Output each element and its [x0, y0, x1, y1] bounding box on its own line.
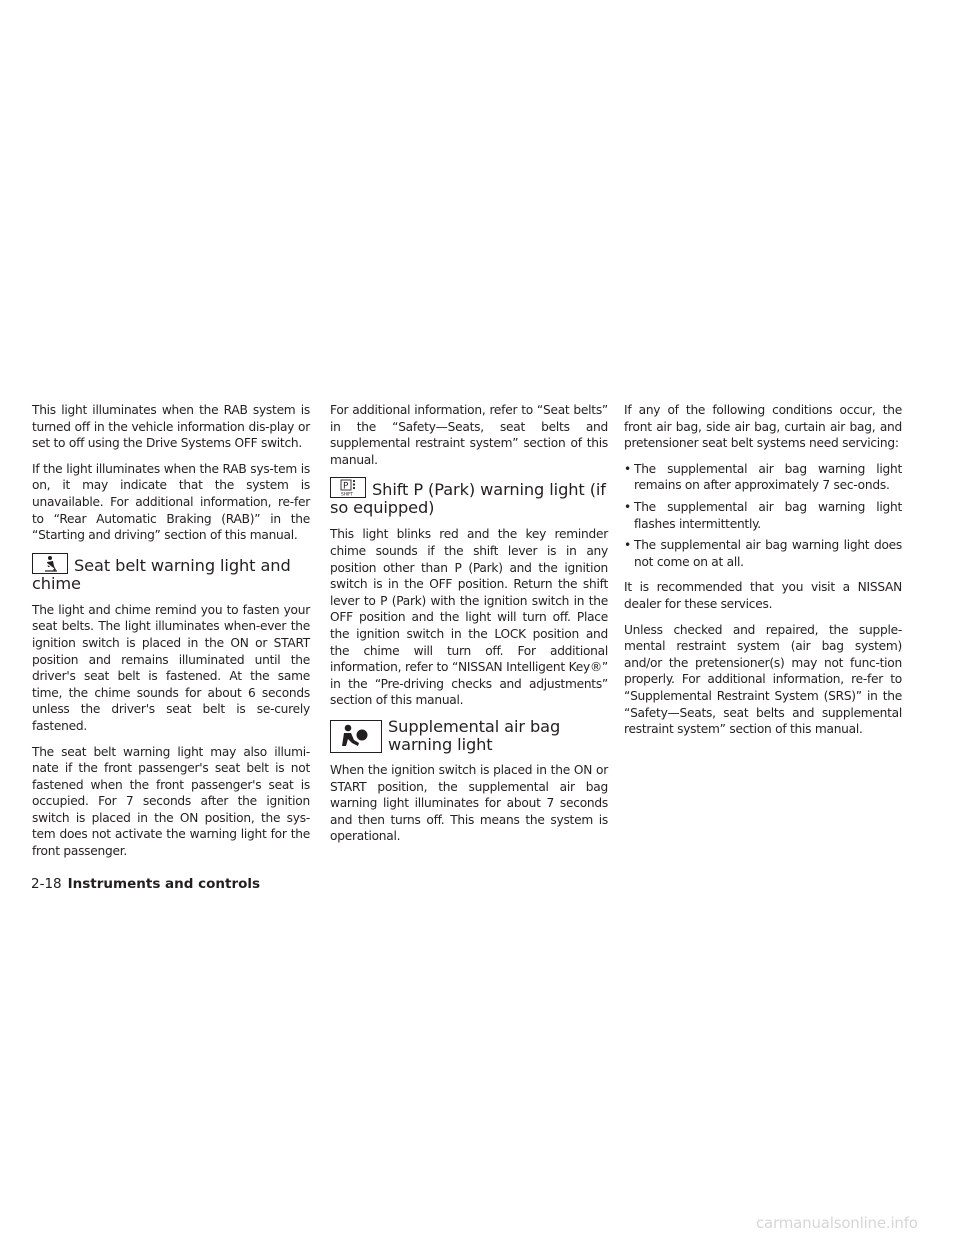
shift-park-icon — [330, 477, 366, 498]
section-title: Instruments and controls — [67, 876, 261, 892]
column-right — [624, 402, 902, 747]
column-left — [32, 402, 310, 869]
shift-park-paragraph: This light blinks red and the key reminder chime sounds if the shift lever is in any position other than P (Park) and the ignition switch is in the OFF position. Return the shift lever to P (Park) with the ignition switch in the OFF position and the light will turn off. Place the ignition switch in the LOCK position and the chime will turn off. For additional information, refer to “NISSAN Intelligent Key®” in the “Pre-driving checks and adjustments” section of this manual. — [330, 527, 608, 708]
list-item: • The supplemental air bag warning light flashes intermittently. — [624, 499, 902, 531]
seatbelt-paragraph-2: The seat belt warning light may also illumi-nate if the front passenger's seat belt is not fastened when the front passenger's seat is occupied. For 7 seconds after the ignition switch is placed in the ON position, the sys-tem does not activate the warning light for the front passenger. — [32, 744, 310, 859]
servicing-intro-paragraph: If any of the following conditions occur, the front air bag, side air bag, curtain air bag, and pretensioner seat belt systems need servicing: — [624, 403, 902, 451]
shift-icon-text: SHIFT — [341, 492, 354, 498]
seatbelt-paragraph-1: The light and chime remind you to fasten your seat belts. The light illuminates when-ever the ignition switch is placed in the ON or START position and remains illuminated until the driver's seat belt is fastened. At the same time, the chime sounds for about 6 seconds unless the driver's seat belt is se-curely fastened. — [32, 602, 310, 733]
shift-park-heading — [330, 477, 608, 517]
rab-paragraph-2: If the light illuminates when the RAB sys-tem is on, it may indicate that the system is unavailable. For additional information, re-fer to “Rear Automatic Braking (RAB)” in the “Starting and driving” section of this manual. — [32, 461, 310, 543]
shift-icon-letter: P — [343, 481, 349, 492]
dealer-recommendation-paragraph: It is recommended that you visit a NISSAN dealer for these services. — [624, 580, 902, 611]
seatbelt-heading-text: Seat belt warning light and chime — [32, 555, 291, 593]
airbag-heading-row — [330, 718, 608, 754]
seatbelt-reference-paragraph: For additional information, refer to “Seat belts” in the “Safety—Seats, seat belts and supplemental restraint system” section of this manual. — [330, 403, 608, 467]
shift-park-heading-text: Shift P (Park) warning light (if so equipped) — [330, 480, 606, 518]
page-footer — [31, 876, 260, 892]
list-item: • The supplemental air bag warning light remains on after approximately 7 sec-onds. — [624, 461, 902, 493]
seatbelt-warning-icon — [32, 553, 68, 574]
page-number: 2-18 — [31, 876, 62, 892]
list-item: • The supplemental air bag warning light does not come on at all. — [624, 538, 902, 569]
airbag-paragraph: When the ignition switch is placed in the ON or START position, the supplemental air bag warning light illuminates for about 7 seconds and then turns off. This means the system is operational. — [330, 762, 608, 844]
column-middle — [330, 402, 608, 854]
airbag-heading: Supplemental air bag warning light — [388, 716, 561, 754]
watermark: carmanualsonline.info — [756, 1214, 918, 1232]
airbag-warning-icon — [330, 720, 382, 753]
rab-paragraph-1: This light illuminates when the RAB system is turned off in the vehicle information dis-play or set to off using the Drive Systems OFF switch. — [32, 403, 310, 451]
srs-reference-paragraph: Unless checked and repaired, the supple-mental restraint system (air bag system) and/or the pretensioner(s) may not func-tion properly. For additional information, re-fer to “Supplemental Restraint System (SRS)” in the “Safety—Seats, seat belts and supplemental restraint system” section of this manual. — [624, 622, 902, 737]
servicing-conditions-list — [624, 461, 902, 571]
seatbelt-heading — [32, 553, 310, 593]
